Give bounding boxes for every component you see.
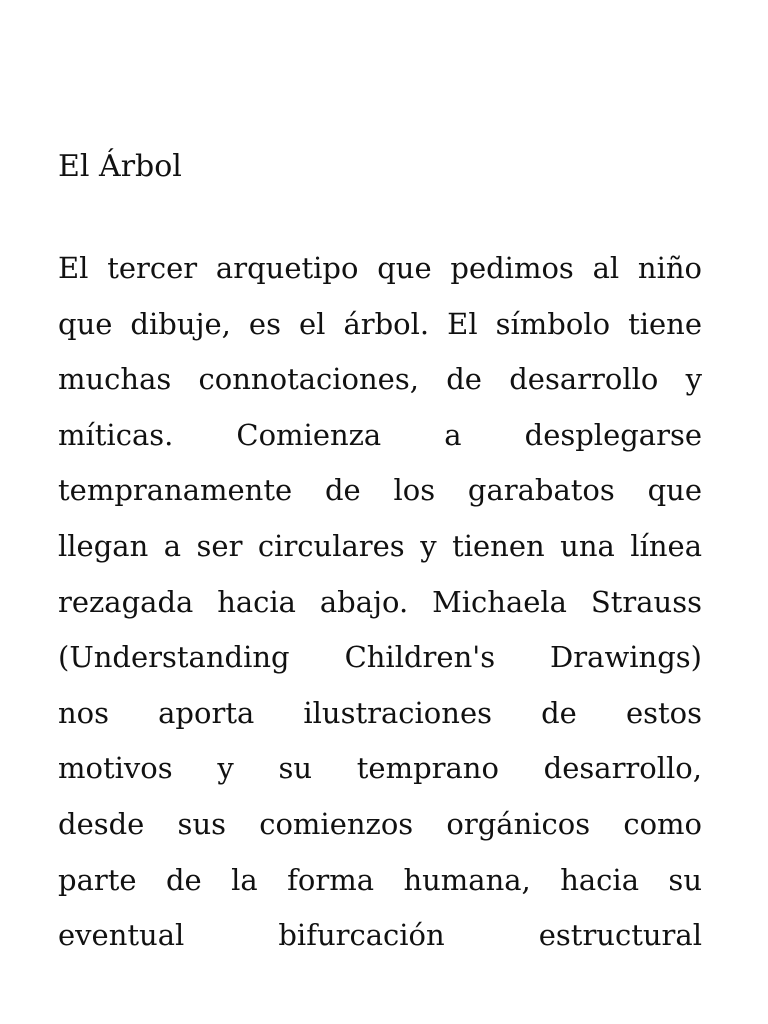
- paragraph-line: eventual bifurcación estructural: [58, 918, 702, 953]
- paragraph-line: rezagada hacia abajo. Michaela Strauss: [58, 584, 702, 619]
- paragraph-line: llegan a ser circulares y tienen una línea: [58, 528, 702, 563]
- section-heading: El Árbol: [58, 149, 182, 184]
- paragraph-line: tempranamente de los garabatos que: [58, 473, 702, 508]
- paragraph-line: (Understanding Children's Drawings): [58, 640, 702, 675]
- paragraph-line: parte de la forma humana, hacia su: [58, 862, 702, 897]
- paragraph-line: El tercer arquetipo que pedimos al niño: [58, 251, 702, 285]
- body-paragraph: [58, 241, 702, 964]
- paragraph-line: nos aporta ilustraciones de estos: [58, 695, 702, 730]
- paragraph-line: motivos y su temprano desarrollo,: [58, 751, 702, 786]
- paragraph-line: desde sus comienzos orgánicos como: [58, 806, 702, 841]
- paragraph-line: muchas connotaciones, de desarrollo y: [58, 362, 702, 397]
- paragraph-line: que dibuje, es el árbol. El símbolo tiene: [58, 306, 702, 341]
- paragraph-line: míticas. Comienza a desplegarse: [58, 417, 702, 452]
